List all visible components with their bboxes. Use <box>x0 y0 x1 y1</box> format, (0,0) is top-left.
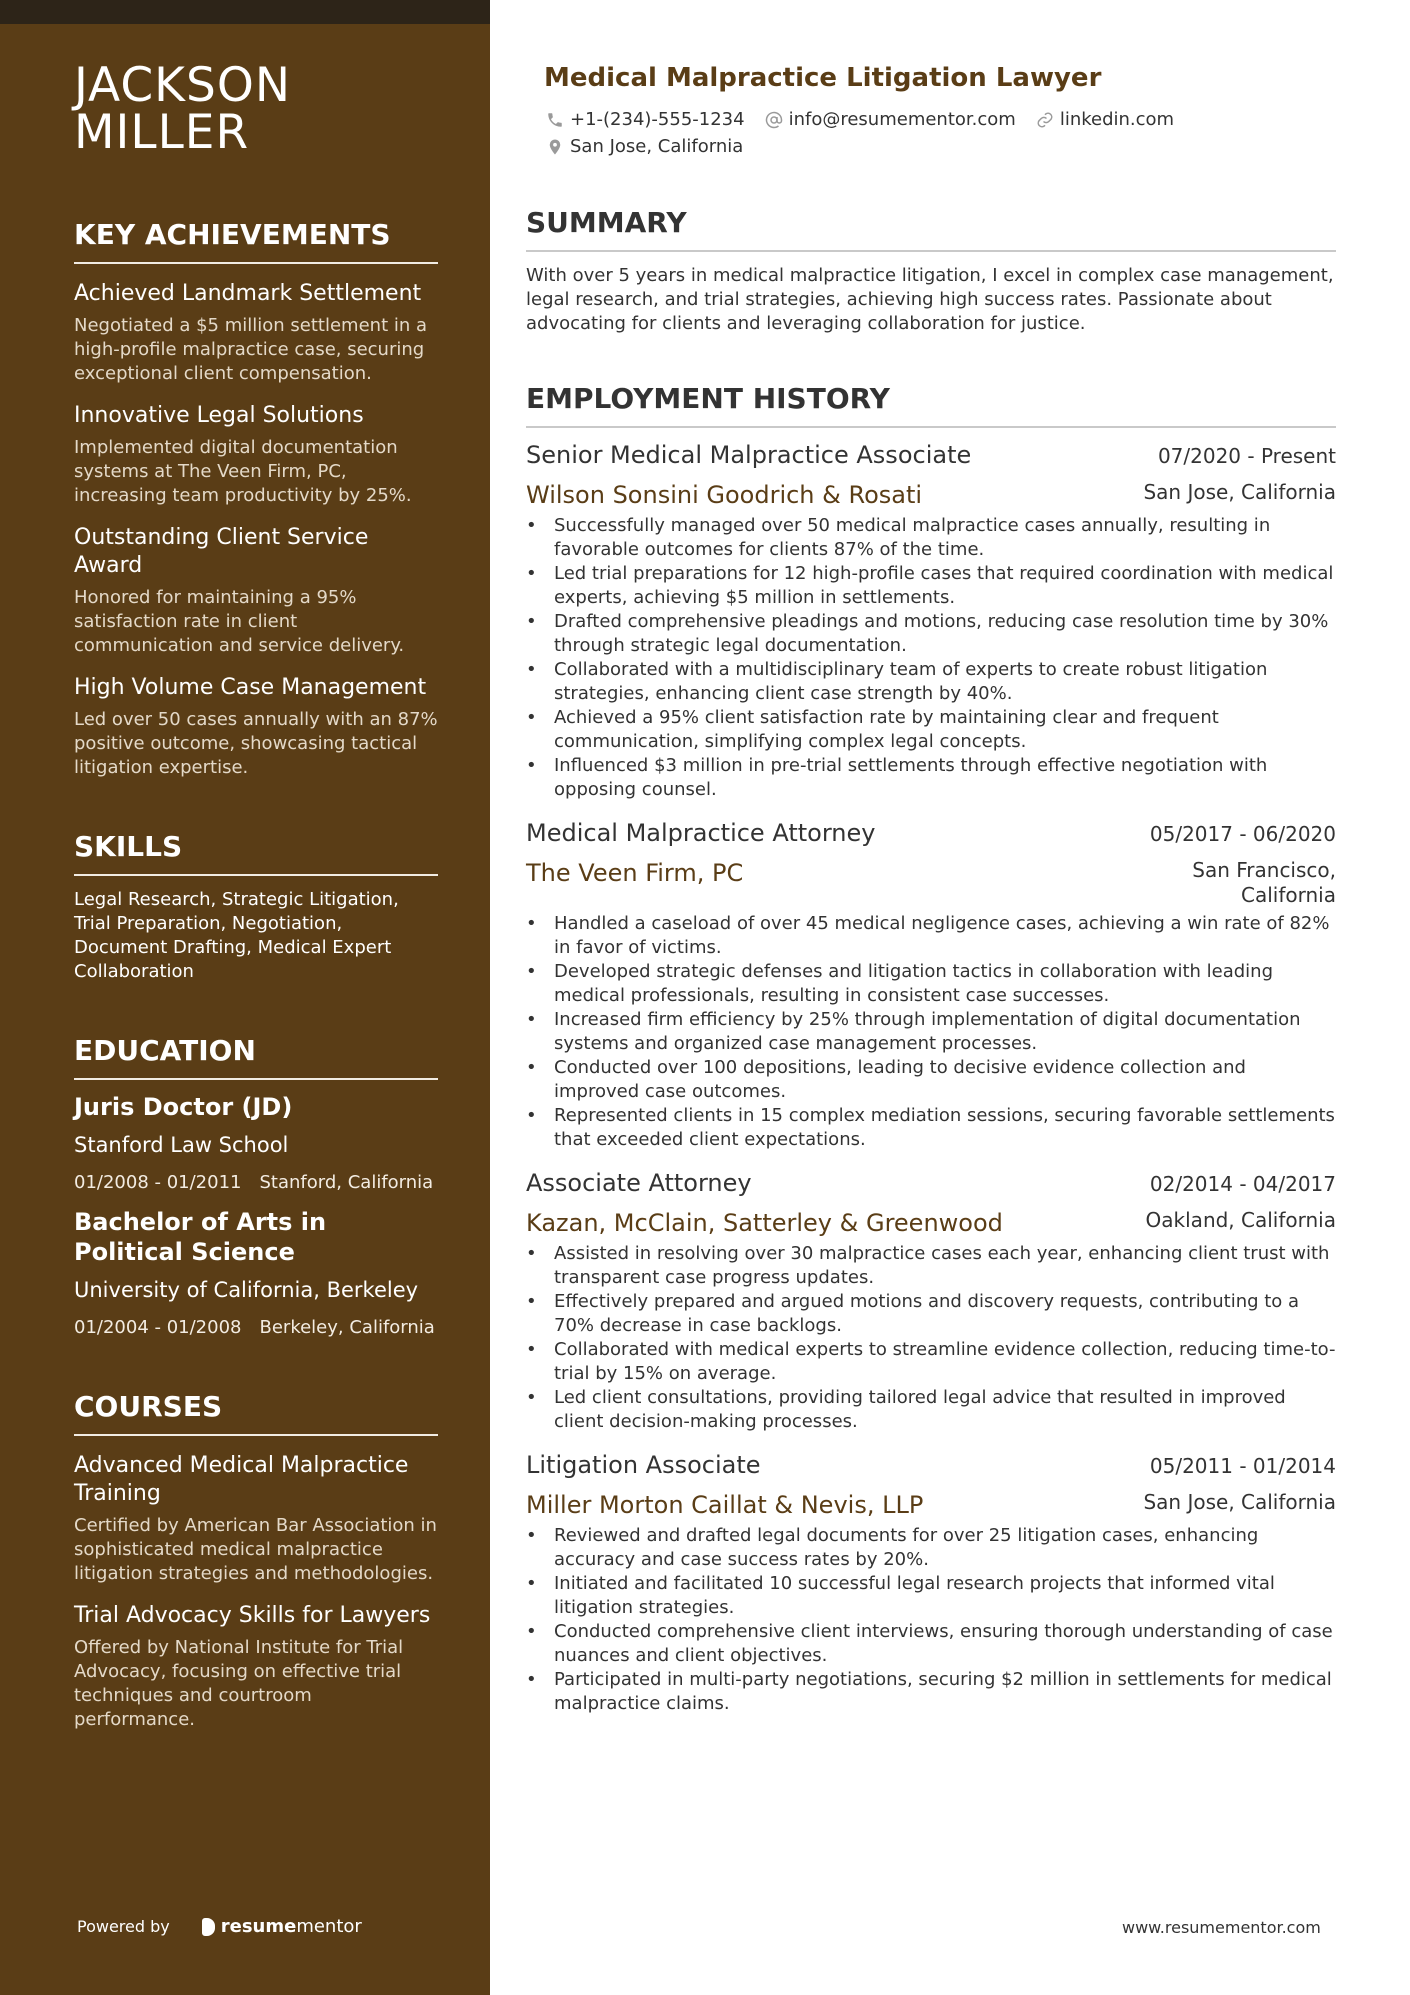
achievement-title: Innovative Legal Solutions <box>74 403 364 428</box>
summary-heading: SUMMARY <box>526 206 1336 252</box>
job-bullets <box>526 514 1336 802</box>
achievement-description: Led over 50 cases annually with an 87% positive outcome, showcasing tactical litigation expertise. <box>74 709 438 778</box>
education-item <box>74 1092 438 1195</box>
sidebar <box>0 0 490 1995</box>
skills-list: Legal Research, Strategic Litigation, Trial Preparation, Negotiation, Document Drafting, Medical Expert Collaboration <box>74 889 399 982</box>
contact-phone[interactable] <box>546 106 745 133</box>
job-bullet: • Led client consultations, providing tailored legal advice that resulted in improved client decision-making processes. <box>526 1386 1336 1434</box>
employment-heading: EMPLOYMENT HISTORY <box>526 382 1336 428</box>
education-school: University of California, Berkeley <box>74 1278 419 1302</box>
job-role: Medical Malpractice Attorney <box>526 819 876 847</box>
job-dates: 07/2020 - Present <box>1157 444 1336 468</box>
brand-light: mentor <box>296 1916 362 1937</box>
job-bullet: • Successfully managed over 50 medical malpractice cases annually, resulting in favorable outcomes for clients 87% of the time. <box>526 514 1336 562</box>
achievement-item <box>74 280 438 386</box>
job-role: Senior Medical Malpractice Associate <box>526 441 972 469</box>
job-bullet: • Drafted comprehensive pleadings and motions, reducing case resolution time by 30% through strategic legal documentation. <box>526 610 1336 658</box>
job-bullets <box>526 1524 1336 1716</box>
education-school: Stanford Law School <box>74 1133 289 1157</box>
main-content <box>526 62 1336 1716</box>
education-meta <box>74 1171 438 1195</box>
achievement-item <box>74 674 438 780</box>
employment-section <box>526 382 1336 1716</box>
link-icon <box>1036 111 1054 129</box>
candidate-name <box>74 58 438 160</box>
brand-bold: resume <box>220 1916 297 1937</box>
education-degree: Bachelor of Arts in Political Science <box>74 1208 327 1266</box>
headline: Medical Malpractice Litigation Lawyer <box>544 63 1102 93</box>
education-location: Berkeley, California <box>259 1317 435 1338</box>
job-bullets <box>526 912 1336 1152</box>
job-bullet: • Conducted over 100 depositions, leading to decisive evidence collection and improved case outcomes. <box>526 1056 1336 1104</box>
job-dates: 05/2011 - 01/2014 <box>1149 1454 1336 1478</box>
skills-section <box>74 830 438 984</box>
education-section <box>74 1034 438 1340</box>
phone-text: +1-(234)-555-1234 <box>570 109 745 130</box>
education-dates: 01/2008 - 01/2011 <box>74 1172 242 1193</box>
achievement-description: Honored for maintaining a 95% satisfaction rate in client communication and service delivery. <box>74 587 405 656</box>
education-degree: Juris Doctor (JD) <box>74 1093 293 1121</box>
powered-by-label: Powered by <box>77 1917 170 1936</box>
job-bullet: • Effectively prepared and argued motions and discovery requests, contributing to a 70% decrease in case backlogs. <box>526 1290 1336 1338</box>
achievement-description: Negotiated a $5 million settlement in a high-profile malpractice case, securing exceptional client compensation. <box>74 315 428 384</box>
sidebar-content <box>74 58 438 1732</box>
achievement-description: Implemented digital documentation systems at The Veen Firm, PC, increasing team productivity by 25%. <box>74 437 412 506</box>
resumementor-logo-icon <box>202 1918 215 1936</box>
job-bullet: • Assisted in resolving over 30 malpractice cases each year, enhancing client trust with transparent case progress updates. <box>526 1242 1336 1290</box>
location-text: San Jose, California <box>570 136 744 157</box>
footer-url[interactable]: www.resumementor.com <box>1122 1918 1321 1937</box>
at-sign-icon <box>765 111 783 129</box>
job-company: The Veen Firm, PC <box>526 859 744 887</box>
education-meta <box>74 1316 438 1340</box>
contact-linkedin[interactable] <box>1036 106 1174 133</box>
job-bullet: • Conducted comprehensive client interviews, ensuring thorough understanding of case nuances and client objectives. <box>526 1620 1336 1668</box>
job-company: Miller Morton Caillat & Nevis, LLP <box>526 1491 924 1519</box>
course-description: Certified by American Bar Association in sophisticated medical malpractice litigation strategies and methodologies. <box>74 1515 437 1584</box>
job-location: San Francisco, California <box>1192 858 1336 907</box>
job-location: San Jose, California <box>1143 480 1336 504</box>
sidebar-top-bar <box>0 0 490 24</box>
linkedin-text: linkedin.com <box>1059 109 1175 130</box>
achievement-title: High Volume Case Management <box>74 675 427 700</box>
job-company: Kazan, McClain, Satterley & Greenwood <box>526 1209 1003 1237</box>
name-first: JACKSON <box>74 58 291 113</box>
job-bullet: • Collaborated with a multidisciplinary team of experts to create robust litigation strategies, enhancing client case strength by 40%. <box>526 658 1336 706</box>
job-bullet: • Led trial preparations for 12 high-profile cases that required coordination with medical experts, achieving $5 million in settlements. <box>526 562 1336 610</box>
achievement-title: Outstanding Client Service Award <box>74 525 369 578</box>
resumementor-logo[interactable] <box>202 1916 362 1937</box>
location-pin-icon <box>546 138 564 156</box>
job-company: Wilson Sonsini Goodrich & Rosati <box>526 481 923 509</box>
email-text: info@resumementor.com <box>788 109 1016 130</box>
contact-email[interactable] <box>765 106 1016 133</box>
course-title: Advanced Medical Malpractice Training <box>74 1453 409 1506</box>
job-dates: 05/2017 - 06/2020 <box>1149 822 1336 846</box>
job-role: Litigation Associate <box>526 1451 761 1479</box>
achievement-title: Achieved Landmark Settlement <box>74 281 422 306</box>
key-achievements-section <box>74 218 438 780</box>
course-item <box>74 1452 438 1586</box>
job-entry <box>526 440 1336 802</box>
name-last: MILLER <box>74 105 250 160</box>
achievement-item <box>74 402 438 508</box>
course-item <box>74 1602 438 1732</box>
courses-heading: COURSES <box>74 1390 438 1436</box>
course-description: Offered by National Institute for Trial Advocacy, focusing on effective trial techniques and courtroom performance. <box>74 1637 404 1730</box>
achievement-item <box>74 524 438 658</box>
job-entry <box>526 1168 1336 1434</box>
job-bullet: • Achieved a 95% client satisfaction rate by maintaining clear and frequent communication, simplifying complex legal concepts. <box>526 706 1336 754</box>
job-bullet: • Collaborated with medical experts to streamline evidence collection, reducing time-to-trial by 15% on average. <box>526 1338 1336 1386</box>
contact-location <box>546 133 743 160</box>
phone-icon <box>546 111 564 129</box>
job-bullet: • Handled a caseload of over 45 medical negligence cases, achieving a win rate of 82% in favor of victims. <box>526 912 1336 960</box>
contact-info <box>546 106 1266 160</box>
job-role: Associate Attorney <box>526 1169 752 1197</box>
summary-section <box>526 206 1336 336</box>
job-entry <box>526 1450 1336 1716</box>
job-bullet: • Represented clients in 15 complex mediation sessions, securing favorable settlements that exceeded client expectations. <box>526 1104 1336 1152</box>
key-achievements-heading: KEY ACHIEVEMENTS <box>74 218 438 264</box>
course-title: Trial Advocacy Skills for Lawyers <box>74 1603 431 1628</box>
job-bullet: • Initiated and facilitated 10 successful legal research projects that informed vital litigation strategies. <box>526 1572 1336 1620</box>
education-location: Stanford, California <box>259 1172 434 1193</box>
job-location: San Jose, California <box>1143 1490 1336 1514</box>
job-location: Oakland, California <box>1145 1208 1336 1232</box>
job-dates: 02/2014 - 04/2017 <box>1149 1172 1336 1196</box>
summary-text: With over 5 years in medical malpractice litigation, I excel in complex case management, legal research, and trial strategies, achieving high success rates. Passionate about advocating for clients and leveraging collaboration for justice. <box>526 265 1334 334</box>
job-bullet: • Increased firm efficiency by 25% through implementation of digital documentation systems and organized case management processes. <box>526 1008 1336 1056</box>
education-item <box>74 1207 438 1340</box>
job-bullets <box>526 1242 1336 1434</box>
job-bullet: • Influenced $3 million in pre-trial settlements through effective negotiation with opposing counsel. <box>526 754 1336 802</box>
education-dates: 01/2004 - 01/2008 <box>74 1317 242 1338</box>
job-bullet: • Developed strategic defenses and litigation tactics in collaboration with leading medical professionals, resulting in consistent case successes. <box>526 960 1336 1008</box>
powered-by-footer <box>77 1916 362 1937</box>
job-bullet: • Reviewed and drafted legal documents for over 25 litigation cases, enhancing accuracy and case success rates by 20%. <box>526 1524 1336 1572</box>
education-heading: EDUCATION <box>74 1034 438 1080</box>
courses-section <box>74 1390 438 1732</box>
job-bullet: • Participated in multi-party negotiations, securing $2 million in settlements for medical malpractice claims. <box>526 1668 1336 1716</box>
job-entry <box>526 818 1336 1152</box>
skills-heading: SKILLS <box>74 830 438 876</box>
